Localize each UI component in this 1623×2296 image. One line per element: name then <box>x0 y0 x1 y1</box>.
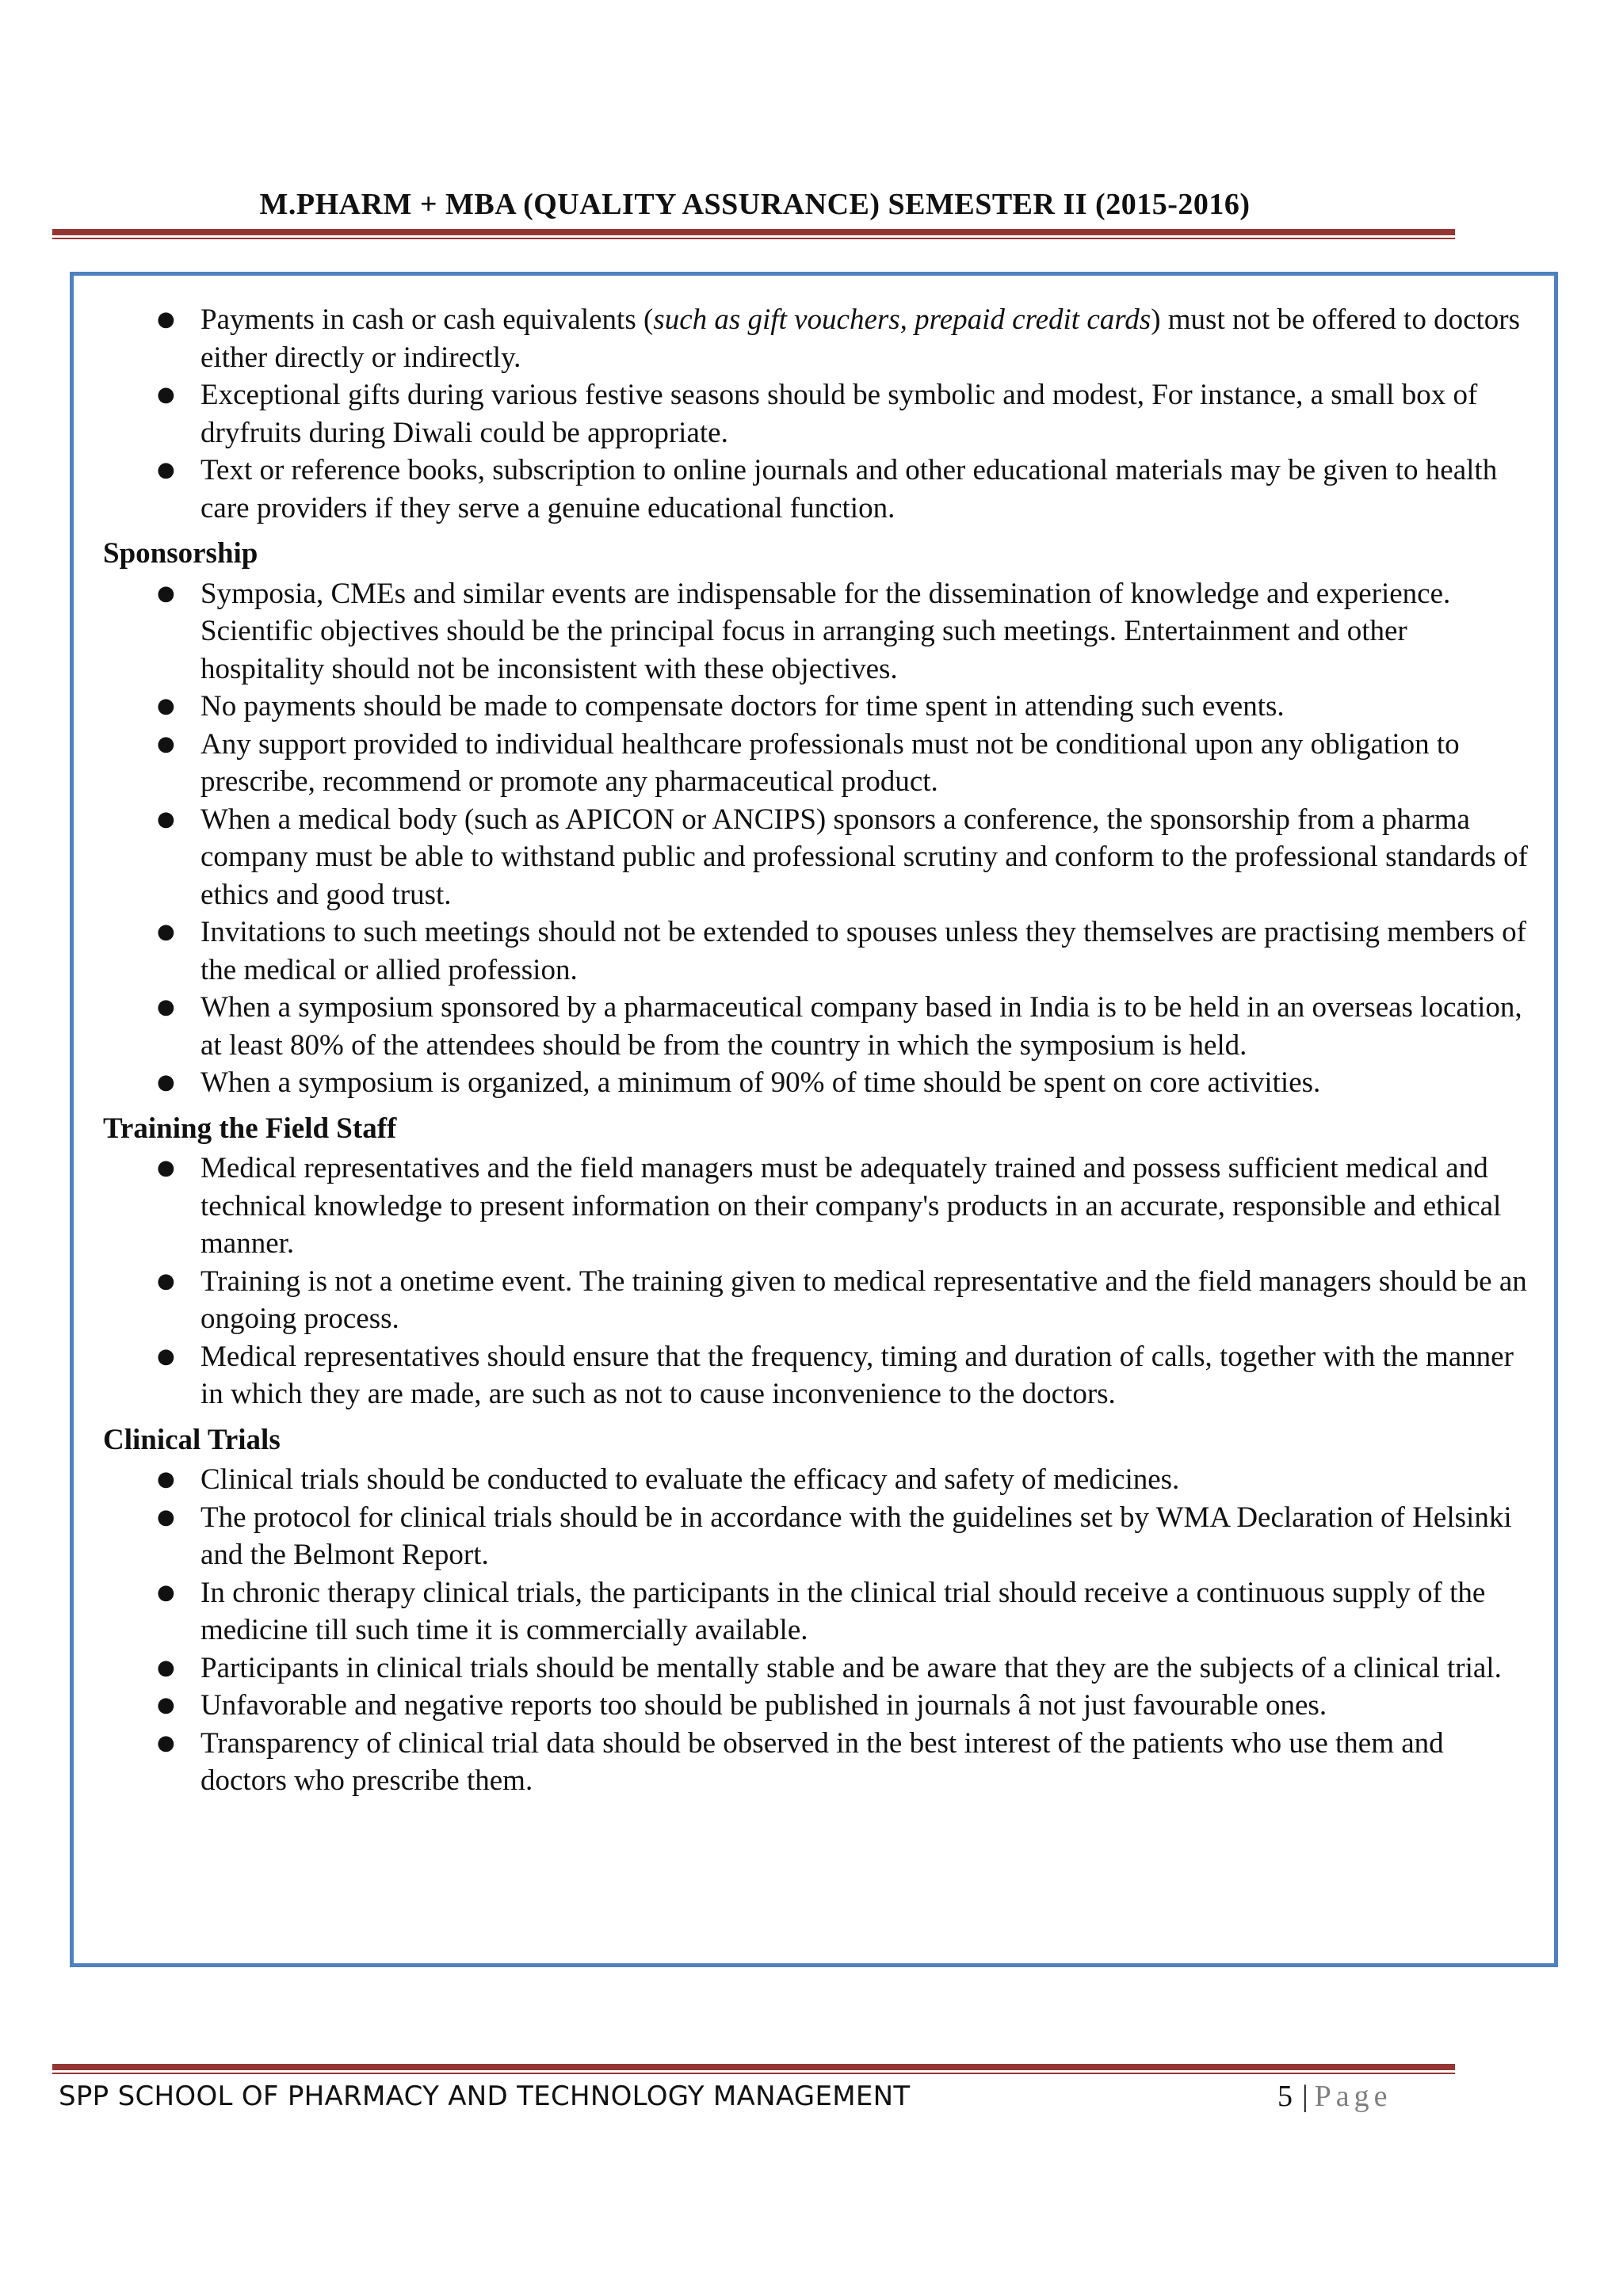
header-rule <box>52 229 1455 239</box>
list-item <box>103 1725 1529 1800</box>
bullet-icon: ● <box>157 920 175 944</box>
list-item <box>103 1064 1529 1102</box>
list-item-text: Medical representatives and the field managers must be adequately trained and possess sufficient medical and technical knowledge to present information on their company's products in an accurate, responsible and ethical manner. <box>200 1152 1502 1260</box>
clinical-trials-bullet-list <box>103 1461 1529 1800</box>
page-separator: | <box>1302 2080 1308 2113</box>
list-item-text: Any support provided to individual healthcare professionals must not be conditional upon any obligation to prescribe, recommend or promote any pharmaceutical product. <box>200 727 1460 798</box>
bullet-icon: ● <box>157 1580 175 1604</box>
page-label: Page <box>1314 2080 1392 2113</box>
bullet-icon: ● <box>157 1505 175 1529</box>
list-item <box>103 688 1529 726</box>
main-content <box>103 301 1529 1800</box>
footer-page-indicator <box>1277 2079 1392 2114</box>
list-item <box>103 801 1529 914</box>
bullet-icon: ● <box>157 807 175 831</box>
bullet-icon: ● <box>157 458 175 482</box>
list-item-text: Exceptional gifts during various festive seasons should be symbolic and modest, For instance, a small box of dryfruits during Diwali could be appropriate. <box>200 379 1478 449</box>
list-item <box>103 1263 1529 1338</box>
bullet-icon: ● <box>157 581 175 605</box>
bullet-icon: ● <box>157 1730 175 1755</box>
bullet-icon: ● <box>157 1070 175 1094</box>
bullet-icon: ● <box>157 694 175 718</box>
list-item-text-post: ) must not be offered to doctors either directly or indirectly. <box>200 303 1521 374</box>
list-item <box>103 452 1529 527</box>
list-item <box>103 376 1529 452</box>
intro-bullet-list <box>103 301 1529 527</box>
list-item-text-pre: Payments in cash or cash equivalents ( <box>200 303 654 336</box>
list-item-text: Training is not a onetime event. The training given to medical representative and the field managers should be an ongoing process. <box>200 1264 1527 1335</box>
list-item-text-emphasis: such as gift vouchers, prepaid credit cards <box>653 303 1151 336</box>
list-item-text: The protocol for clinical trials should be in accordance with the guidelines set by WMA Declaration of Helsinki and the Belmont Report. <box>200 1501 1512 1571</box>
list-item <box>103 1687 1529 1725</box>
list-item-text: When a symposium sponsored by a pharmaceutical company based in India is to be held in an overseas location, at least 80% of the attendees should be from the country in which the symposium is held. <box>200 991 1522 1062</box>
bullet-icon: ● <box>157 995 175 1019</box>
list-item-text: When a symposium is organized, a minimum of 90% of time should be spent on core activities. <box>200 1066 1321 1099</box>
list-item <box>103 1499 1529 1574</box>
page-number: 5 <box>1277 2080 1293 2113</box>
bullet-icon: ● <box>157 731 175 756</box>
bullet-icon: ● <box>157 307 175 331</box>
list-item-text: Participants in clinical trials should be mentally stable and be aware that they are the subjects of a clinical trial. <box>200 1651 1502 1684</box>
list-item-text: When a medical body (such as APICON or ANCIPS) sponsors a conference, the sponsorship from a pharma company must be able to withstand public and professional scrutiny and conform to the professional standards of ethics and good trust. <box>200 803 1528 911</box>
list-item-text: Medical representatives should ensure that the frequency, timing and duration of calls, together with the manner in which they are made, are such as not to cause inconvenience to the doctors. <box>200 1340 1514 1410</box>
list-item-text: Transparency of clinical trial data should be observed in the best interest of the patients who use them and doctors who prescribe them. <box>200 1726 1444 1797</box>
bullet-icon: ● <box>157 1693 175 1717</box>
list-item <box>103 726 1529 801</box>
list-item-text: Clinical trials should be conducted to evaluate the efficacy and safety of medicines. <box>200 1463 1180 1496</box>
list-item-text: No payments should be made to compensate doctors for time spent in attending such events. <box>200 690 1285 723</box>
list-item <box>103 1461 1529 1499</box>
list-item-text: Invitations to such meetings should not be extended to spouses unless they themselves are practising members of the medical or allied profession. <box>200 916 1526 986</box>
bullet-icon: ● <box>157 383 175 406</box>
list-item <box>103 913 1529 989</box>
bullet-icon: ● <box>157 1655 175 1680</box>
footer-rule <box>52 2064 1455 2074</box>
list-item-text: In chronic therapy clinical trials, the participants in the clinical trial should receive a continuous supply of the medicine till such time it is commercially available. <box>200 1576 1486 1646</box>
list-item <box>103 1574 1529 1650</box>
list-item <box>103 575 1529 688</box>
footer-institution: SPP SCHOOL OF PHARMACY AND TECHNOLOGY MANAGEMENT <box>59 2081 911 2112</box>
section-heading-clinical-trials: Clinical Trials <box>103 1423 281 1456</box>
list-item <box>103 1338 1529 1413</box>
list-item <box>103 1650 1529 1688</box>
list-item <box>103 989 1529 1064</box>
list-item <box>103 301 1529 376</box>
training-bullet-list <box>103 1150 1529 1413</box>
bullet-icon: ● <box>157 1467 175 1491</box>
sponsorship-bullet-list <box>103 575 1529 1102</box>
page-header-title: M.PHARM + MBA (QUALITY ASSURANCE) SEMESTER II (2015-2016) <box>259 188 1251 221</box>
bullet-icon: ● <box>157 1268 175 1293</box>
list-item <box>103 1150 1529 1263</box>
bullet-icon: ● <box>157 1156 175 1180</box>
bullet-icon: ● <box>157 1344 175 1368</box>
list-item-text: Unfavorable and negative reports too should be published in journals â not just favourable ones. <box>200 1689 1327 1722</box>
section-heading-training: Training the Field Staff <box>103 1112 397 1145</box>
list-item-text: Text or reference books, subscription to online journals and other educational materials may be given to health care providers if they serve a genuine educational function. <box>200 454 1498 524</box>
section-heading-sponsorship: Sponsorship <box>103 537 258 570</box>
list-item-text: Symposia, CMEs and similar events are indispensable for the dissemination of knowledge and experience. Scientific objectives should be the principal focus in arranging such meetings. Entertainment and other hospitality should not be inconsistent with these objectives. <box>200 577 1451 685</box>
